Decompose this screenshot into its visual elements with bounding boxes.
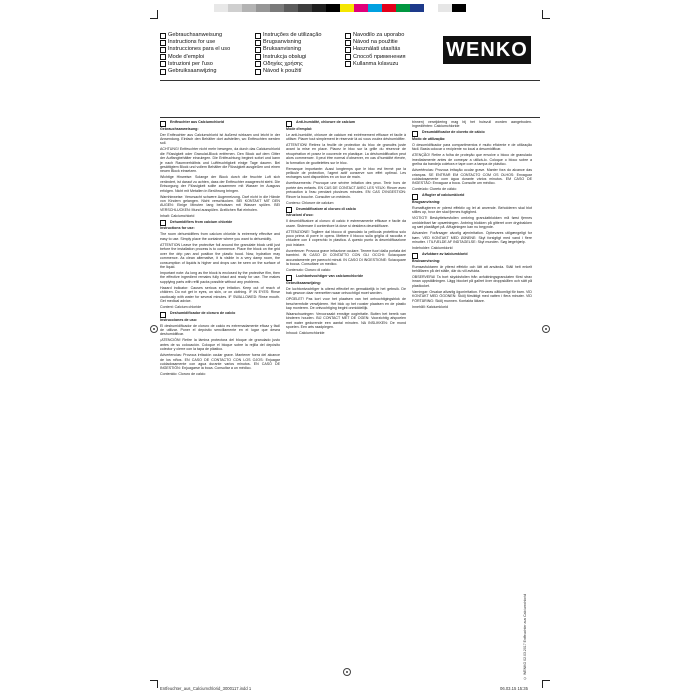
- section-heading: Affugter af calciumklorid: [412, 193, 532, 200]
- text-column-right: [412, 120, 532, 311]
- paragraph: De luchtontvochtiger is uiterst effectief en gemakkelijk in het gebruik. De bak gewoon daar neerzetten waar ontvochtigd moet worden.: [286, 286, 406, 296]
- paragraph: Inhoud: Calciumchloride: [286, 331, 325, 336]
- crop-mark: [542, 680, 543, 688]
- section-heading: Deumidificatore al cloruro di calcio: [286, 207, 406, 214]
- paragraph: binnen) verwijdering mag bij het huisvuil worden aangeboden. Ingrediënten: Calciumchloride: [412, 120, 532, 129]
- section-subtitle: Gebrauchsanweisung:: [160, 126, 199, 131]
- paragraph: El deshumidificador de cloruro de calcio es extremadamente eficaz y fácil de utilizar. Poner el depósito sencillamente en el lugar que desea deshumidificar.: [160, 323, 280, 337]
- paragraph: Waarschuwingen: Veroorzaakt ernstige oogirritatie. Buiten het bereik van kinderen houden. BIJ CONTACT MET DE OGEN: Voorzichtig afspoelen met water gedurende een aantal minuten. NA INSLIKKEN: De mond spoelen. Een arts raadplegen.: [286, 311, 406, 330]
- checkbox-icon: [286, 121, 292, 127]
- checkbox-icon: [345, 54, 351, 60]
- checkbox-icon: [160, 61, 166, 67]
- text-column-middle: [286, 120, 406, 337]
- checkbox-icon: [345, 47, 351, 53]
- paragraph: ATENÇÃO! Retire a folha de proteção que envolve o bloco de granulado imediatamente antes de começar a utilizá-lo. Coloque o bloco sobre a grelha da bandeja coletora e tape com a tampa de plástico.: [412, 153, 532, 167]
- checkbox-icon: [255, 69, 261, 75]
- language-item: Brugsanvisning: [255, 39, 321, 46]
- section-subtitle: Modo de utilização:: [412, 137, 446, 141]
- print-slug-right: 06.03.15 15:35: [500, 686, 528, 691]
- text-column-left: [160, 120, 280, 378]
- language-column: [255, 32, 321, 75]
- crop-mark: [157, 680, 158, 688]
- section-heading: Avfuktare av kalciumklorid: [412, 252, 532, 259]
- calibration-swatch: [326, 4, 340, 12]
- section-subtitle: Instrucciones de uso:: [160, 317, 198, 322]
- paragraph: ¡ATENCIÓN! Retire la lámina protectora del bloque de granulado justo antes de su colocación. Coloque el bloque sobre la rejilla del depósito colector y cierre con la tapa de plástico.: [160, 338, 280, 352]
- calibration-swatch: [340, 4, 354, 12]
- language-column: [160, 32, 230, 75]
- paragraph: Advertências: Provoca irritação ocular grave. Manter fora do alcance das crianças. SE ENTRAR EM CONTACTO COM OS OLHOS: Enxaguar cuidadosamente com água durante vários minutos. EM CASO DE INGESTÃO: Enxaguar a boca. Consulte um médico.: [412, 168, 532, 186]
- paragraph: Important note: As long as the block is enclosed by the protective film, then the effective ingredient remains fully intact and ready for use. The makes supplying parts with refill packs possible without any problems.: [160, 270, 280, 284]
- language-item: Instrukcja obsługi: [255, 54, 321, 61]
- calibration-swatch: [438, 4, 452, 12]
- checkbox-icon: [255, 33, 261, 39]
- section-heading: Anti-humidité, chlorure de calcium: [286, 120, 406, 127]
- color-calibration-bar: [200, 4, 466, 12]
- registration-mark: [343, 668, 351, 676]
- checkbox-icon: [160, 47, 166, 53]
- calibration-swatch: [410, 4, 424, 12]
- calibration-swatch: [270, 4, 284, 12]
- calibration-swatch: [200, 4, 214, 12]
- language-item: Gebruiksaanwijzing: [160, 68, 230, 75]
- divider: [160, 80, 540, 81]
- crop-mark: [150, 18, 158, 19]
- checkbox-icon: [345, 61, 351, 67]
- section-subtitle: Bruksanvisning:: [412, 258, 441, 263]
- language-item: Istruzioni per l'uso: [160, 61, 230, 68]
- calibration-swatch: [382, 4, 396, 12]
- section-subtitle: Brugsanvisning:: [412, 200, 441, 205]
- section-heading: Desumidificador de cloreto de cálcio: [412, 130, 532, 137]
- paragraph: Wichtige Hinweise: Solange der Block durch die feuchte Luft sich verändert, ist darauf zu achten, dass der Entfeuchter waagerecht steht. Die Entsorgung der Flüssigkeit sollte zusammen mit Wasser im Ausguss erfolgen. Nicht mit Metallen in Berührung bringen.: [160, 175, 280, 193]
- section-heading: Entfeuchter aus Calciumchlorid: [160, 120, 280, 127]
- language-item: Mode d'emploi: [160, 54, 230, 61]
- checkbox-icon: [345, 40, 351, 46]
- checkbox-icon: [255, 47, 261, 53]
- paragraph: OPGELET! Pas kort voor het plaatsen van het ontvochtigingsblok de beschermfolie verwijderen. Het blok op het rooster plaatsen en de plastic kap monteren. De ontvochtiging begint onmiddellijk.: [286, 297, 406, 310]
- crop-mark: [542, 18, 550, 19]
- paragraph: ATTENTION Leave the protective foil around the granulate block until just before the installation process is to commence. Place the block on the grid over the drip pan and position the plastic hood. Now, hydration may commence. As clean alternative, it is visible in a very damp room, the consumption of liquids is higher and drops can be seen on the surface of the liquid.: [160, 242, 280, 269]
- section-heading: Dehumidifiers from calcium chloride: [160, 220, 280, 227]
- wenko-logo: WENKO: [443, 36, 531, 64]
- calibration-swatch: [354, 4, 368, 12]
- calibration-swatch: [368, 4, 382, 12]
- checkbox-icon: [160, 33, 166, 39]
- checkbox-icon: [160, 40, 166, 46]
- paragraph: Varningar: Orsakar allvarlig ögonirritation. Förvaras oåtkomligt för barn. VID KONTAKT MED ÖGONEN: Skölj försiktigt med vatten i flera minuter. VID FÖRTÄRING: Skölj munnen. Kontakta läkare.: [412, 289, 532, 303]
- language-item: Instrucciones para el uso: [160, 46, 230, 53]
- paragraph: The room dehumidifiers from calcium chloride is extremely effective and easy to use. Simply place the container where you want to dehumidify.: [160, 232, 280, 241]
- language-item: Οδηγίες χρήσης: [255, 61, 321, 68]
- language-item: Navodilo za uporabo: [345, 32, 406, 39]
- section-subtitle: Istruzioni d'uso:: [286, 213, 314, 218]
- paragraph: Contenu: Chlorure de calcium: [286, 200, 334, 205]
- side-imprint: © WENKO 02.03.2017 Entfeuchter aus Calciumchlorid: [523, 593, 527, 680]
- paragraph: Content: Calcium chloride: [160, 304, 202, 309]
- language-item: Gebrauchsanweisung: [160, 32, 230, 39]
- language-item: Способ применения: [345, 54, 406, 61]
- checkbox-icon: [160, 312, 166, 318]
- checkbox-icon: [255, 40, 261, 46]
- checkbox-icon: [412, 253, 418, 259]
- paragraph: Der Entfeuchter aus Calciumchlorid ist äußerst wirksam und leicht in der Anwendung. Einfach den Behälter dort aufstellen, wo Entfeuchten werden soll.: [160, 132, 280, 146]
- crop-mark: [542, 680, 550, 681]
- print-slug-left: Entfeuchter_aus_Calciumchlorid_3000117.indd 1: [160, 686, 252, 691]
- checkbox-icon: [345, 33, 351, 39]
- divider: [160, 117, 540, 118]
- calibration-swatch: [228, 4, 242, 12]
- paragraph: Indeholder: Calciumklorid: [412, 246, 453, 251]
- language-item: Kullanma kılavuzu: [345, 61, 406, 68]
- paragraph: Hazard indicator: Causes serious eye irritation. Keep out of reach of children. Do not get in eyes, on skin, or on clothing. IF IN EYES: Rinse cautiously with water for several minutes. IF SWALLOWED: Rinse mouth. Get medical advice.: [160, 285, 280, 303]
- paragraph: ACHTUNG! Entfeuchter nicht mehr bewegen, da durch das Calciumchlorid die Flüssigkeit oder Granulat-Block entfernen. Den Block auf dem Gitter der Auffangbehälter einzulegen. Die Entfeuchtung beginnt sofort und kann je nach Raumverhältnis und Luftfeuchtigkeit einige Tage dauern. Bei gesättigtem Block und vollem Behälter die Flüssigkeit ausgießen und einen neuen Block einsetzen.: [160, 147, 280, 174]
- registration-mark: [542, 325, 550, 333]
- calibration-swatch: [424, 4, 438, 12]
- paragraph: Innehåll: Kalciumklorid: [412, 304, 448, 309]
- paragraph: Avertissements: Provoque une sévère irritation des yeux. Tenir hors de portée des enfants. EN CAS DE CONTACT AVEC LES YEUX: Rincer avec précaution à l'eau pendant plusieurs minutes. EN CAS D'INGESTION: Rincer la bouche. Consulter un médecin.: [286, 181, 406, 199]
- language-item: Bruksanvisning: [255, 46, 321, 53]
- checkbox-icon: [160, 121, 166, 127]
- checkbox-icon: [255, 61, 261, 67]
- language-item: Návod na použitie: [345, 39, 406, 46]
- language-item: Instruções de utilização: [255, 32, 321, 39]
- checkbox-icon: [160, 54, 166, 60]
- section-heading: Luchtontvochtiger van calciumchloride: [286, 274, 406, 281]
- paragraph: Avvertenze: Provoca grave irritazione oculare. Tenere fuori dalla portata dei bambini. IN CASO DI CONTATTO CON GLI OCCHI: Sciacquare accuratamente per parecchi minuti. IN CASO DI INGESTIONE: Sciacquare la bocca. Consultare un medico.: [286, 248, 406, 267]
- section-subtitle: Mode d'emploi:: [286, 126, 313, 131]
- language-item: Návod k použití: [255, 68, 321, 75]
- calibration-swatch: [256, 4, 270, 12]
- paragraph: Rumaffugteren er yderst effektiv og let at anvende. Beholderen skal blot stilles op, hvor der skal fjernes fugtighed.: [412, 206, 532, 215]
- paragraph: Il deumidificatore al cloruro di calcio è estremamente efficace e facile da usare. Sistemare il contenitore là dove si desidera deumidificare.: [286, 219, 406, 228]
- checkbox-icon: [255, 54, 261, 60]
- paragraph: Le anti-humidité, chlorure de calcium est extrêmement efficace et facile à utiliser. Placer tout simplement le réservoir là où vous voulez déshumidifier.: [286, 132, 406, 141]
- calibration-swatch: [452, 4, 466, 12]
- paragraph: Rumsavfuktaren är ytterst effektiv och lätt att använda. Ställ helt enkelt behållaren på det ställe, där du vill avfukta.: [412, 264, 532, 274]
- section-subtitle: Gebruiksaanwijzing:: [286, 280, 321, 285]
- language-column: [345, 32, 406, 68]
- paragraph: Contenido: Cloruro de calcio: [160, 372, 206, 377]
- paragraph: ATTENZIONE! Togliere dal blocco di granulato la pellicola protettiva solo poco prima di porre in opera. Mettere il blocco sulla griglia di raccolta e chiudere con il coperchio in plastica. A questo punto la deumidificazione può iniziare.: [286, 229, 406, 247]
- section-subtitle: Instructions for use:: [160, 226, 195, 231]
- calibration-swatch: [284, 4, 298, 12]
- paragraph: Contenuto: Cloruro di calcio: [286, 268, 331, 273]
- calibration-swatch: [242, 4, 256, 12]
- paragraph: Inhalt: Calciumchlorid: [160, 213, 195, 218]
- paragraph: OBSERVERA! Ta bort skyddsfolien från avfuktningsgranulaten först strax innan uppställningen. Lägg blocket på gallret över droppskålen och sätt på plastlocket.: [412, 275, 532, 288]
- checkbox-icon: [286, 275, 292, 281]
- paragraph: Advertencias: Provoca irritación ocular grave. Mantener fuera del alcance de los niños. EN CASO DE CONTACTO CON LOS OJOS: Enjuagar cuidadosamente con agua durante varios minutos. EN CASO DE INGESTIÓN: Enjuagarse la boca. Consultar a un médico.: [160, 353, 280, 371]
- paragraph: O desumidificador para compartimentos é muito eficiente e de utilização fácil. Basta colocar o recipiente no local a desumidificar.: [412, 143, 532, 152]
- paragraph: Remarque importante: Aussi longtemps que le bloc est fermé par la pellicule de protection, l'agent actif conserve son effet optimal. Les recharges sont disponibles en un tour de main.: [286, 166, 406, 180]
- calibration-swatch: [214, 4, 228, 12]
- language-item: Használati utasítás: [345, 46, 406, 53]
- paragraph: Conteúdo: Cloreto de cálcio: [412, 187, 457, 192]
- registration-mark: [150, 325, 158, 333]
- calibration-swatch: [396, 4, 410, 12]
- section-heading: Deshumidificador de cloruro de calcio: [160, 311, 280, 318]
- calibration-swatch: [312, 4, 326, 12]
- paragraph: Warnhinweise: Verursacht schwere Augenreizung. Darf nicht in die Hände von Kindern gelangen. Nicht verschlucken. BEI KONTAKT MIT DEN AUGEN: Einige Minuten lang behutsam mit Wasser spülen. BEI VERSCHLUCKEN: Mund ausspülen. Ärztlichen Rat einholen.: [160, 194, 280, 212]
- paragraph: VIGTIGT! Beskyttelsesfolien omkring granulatblokken må først fjernes umiddelbart før opsætningen. Anbring blokken på gitteret over drypbakken og sæt plastlåget på. Affugtningen kan nu begynde.: [412, 216, 532, 230]
- paragraph: ATTENTION! Retirez la feuille de protection du bloc de granulés juste avant la mise en place. Placez le bloc sur la grille du réservoir de récupération et posez le couvercle en plastique. La déshumidification peut alors commencer. Il peut être normal d'observer, en cas d'humidité élevée, la formation de gouttelettes sur le bloc.: [286, 143, 406, 165]
- calibration-swatch: [298, 4, 312, 12]
- language-item: Instructions for use: [160, 39, 230, 46]
- crop-mark: [542, 10, 543, 18]
- checkbox-icon: [160, 69, 166, 75]
- paragraph: Advarsler: Forårsager alvorlig øjenirritation. Opbevares utilgængeligt for børn. VED KONTAKT MED ØJNENE: Skyl forsigtigt med vand i flere minutter. I TILFÆLDE AF INDTAGELSE: Skyl munden. Søg lægehjælp.: [412, 231, 532, 245]
- crop-mark: [157, 10, 158, 18]
